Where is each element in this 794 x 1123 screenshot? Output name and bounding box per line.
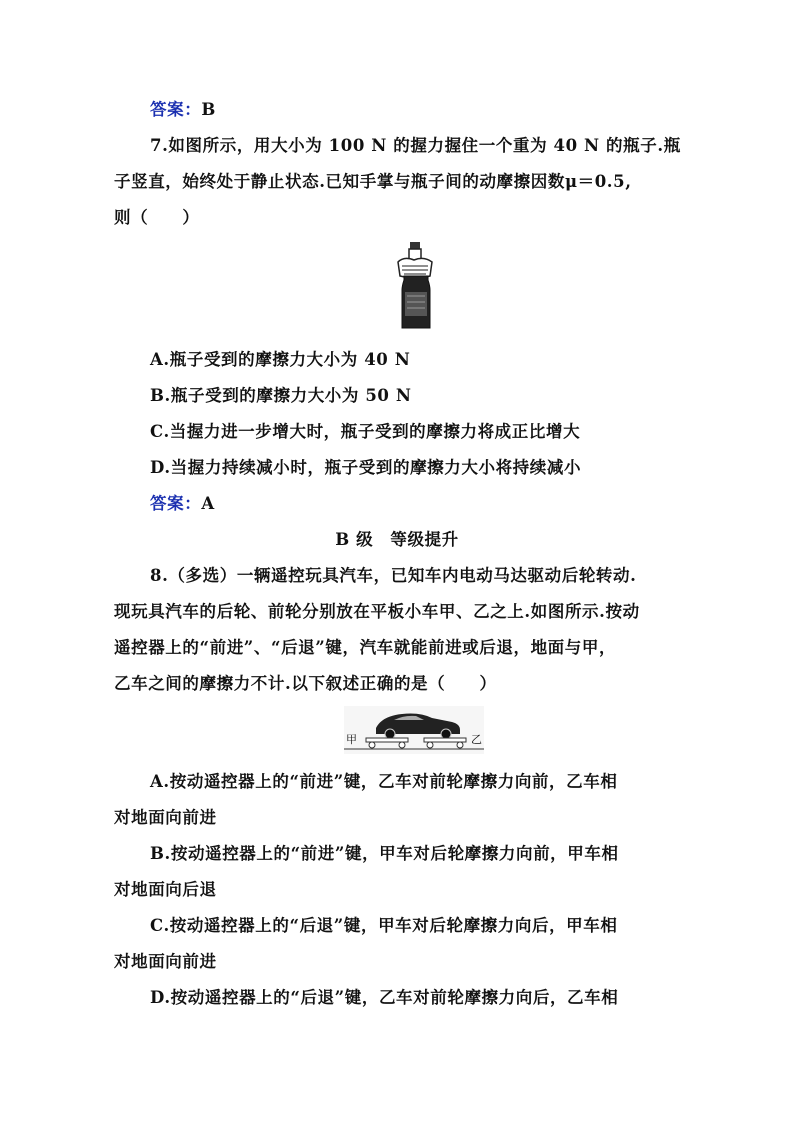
q8-line-1: 8.（多选）一辆遥控玩具汽车，已知车内电动马达驱动后轮转动. bbox=[150, 566, 637, 585]
q8-line-4: 乙车之间的摩擦力不计.以下叙述正确的是（ ） bbox=[114, 674, 497, 693]
cart-yi-label: 乙 bbox=[471, 733, 482, 746]
q7-line-1: 7.如图所示，用大小为 100 N 的握力握住一个重为 40 N 的瓶子.瓶 bbox=[150, 136, 681, 155]
q8-option-c-line-1: C.按动遥控器上的“后退”键，甲车对后轮摩擦力向后，甲车相 bbox=[150, 916, 618, 935]
q8-line-2: 现玩具汽车的后轮、前轮分别放在平板小车甲、乙之上.如图所示.按动 bbox=[114, 602, 640, 621]
answer-value: B bbox=[201, 100, 216, 119]
q8-option-a-line-2: 对地面向前进 bbox=[114, 808, 217, 827]
answer-value: A bbox=[201, 494, 215, 513]
answer-7 bbox=[150, 494, 215, 514]
q7-option-a: A.瓶子受到的摩擦力大小为 40 N bbox=[150, 350, 411, 369]
answer-label: 答案： bbox=[150, 494, 202, 513]
q7-option-d: D.当握力持续减小时，瓶子受到的摩擦力大小将持续减小 bbox=[150, 458, 582, 477]
answer-label: 答案： bbox=[150, 100, 202, 119]
q7-line-3: 则（ ） bbox=[114, 208, 200, 227]
toy-car-figure bbox=[344, 706, 484, 754]
q8-option-b-line-1: B.按动遥控器上的“前进”键，甲车对后轮摩擦力向前，甲车相 bbox=[150, 844, 619, 863]
cart-jia-label: 甲 bbox=[346, 733, 357, 746]
answer-6 bbox=[150, 100, 216, 120]
car-on-carts-drawing bbox=[344, 706, 484, 754]
bottle-in-hand-figure bbox=[390, 240, 442, 332]
section-title: B 级 等级提升 bbox=[335, 530, 459, 549]
q7-line-2: 子竖直，始终处于静止状态.已知手掌与瓶子间的动摩擦因数μ＝0.5, bbox=[114, 172, 632, 191]
q8-line-3: 遥控器上的“前进”、“后退”键，汽车就能前进或后退，地面与甲， bbox=[114, 638, 617, 657]
q8-option-c-line-2: 对地面向前进 bbox=[114, 952, 217, 971]
q7-option-c: C.当握力进一步增大时，瓶子受到的摩擦力将成正比增大 bbox=[150, 422, 581, 441]
q8-option-d-line-1: D.按动遥控器上的“后退”键，乙车对前轮摩擦力向后，乙车相 bbox=[150, 988, 619, 1007]
q7-option-b: B.瓶子受到的摩擦力大小为 50 N bbox=[150, 386, 412, 405]
q8-option-a-line-1: A.按动遥控器上的“前进”键，乙车对前轮摩擦力向前，乙车相 bbox=[150, 772, 618, 791]
q8-option-b-line-2: 对地面向后退 bbox=[114, 880, 217, 899]
